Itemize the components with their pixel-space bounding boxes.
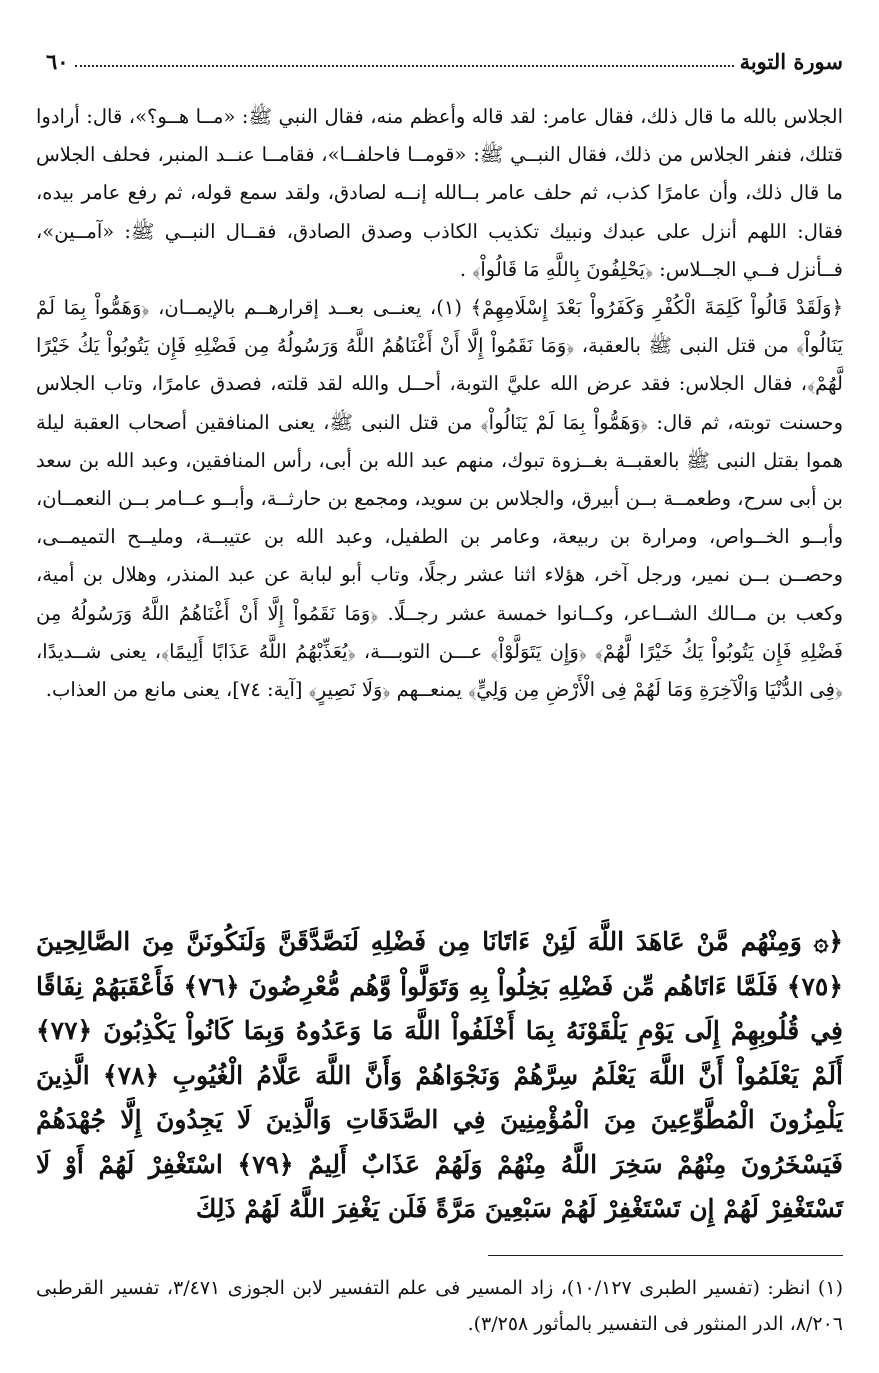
commentary-paragraph: ﴿وَلَقَدْ قَالُواْ كَلِمَةَ الْكُفْرِ وَكَفَرُواْ بَعْدَ إِسْلَامِهِمْ﴾ (١)، يعنــى بعــد إقرارهــم بالإيمــان، ﴿وَهَمُّواْ بِمَا لَمْ يَنَالُواْ﴾ من قتل النبى ﷺ بالعقبة، ﴿وَمَا نَقَمُواْ إِلَّا أَنْ أَغْنَاهُمُ اللَّهُ وَرَسُولُهُ مِن فَضْلِهِ فَإِن يَتُوبُواْ يَكُ خَيْرًا لَّهُمْ﴾، فقال الجلاس: فقد عرض الله عليَّ التوبة، أحــل والله لقد قلته، فصدق عامرًا، وتاب الجلاس وحسنت توبته، ثم قال: ﴿وَهَمُّواْ بِمَا لَمْ يَنَالُواْ﴾ من قتل النبى ﷺ، يعنى المنافقين أصحاب العقبة ليلة هموا بقتل النبى ﷺ بالعقبــة بغــزوة تبوك، منهم عبد الله بن أبى، رأس المنافقين، وعبد الله بن سعد بن أبى سرح، وطعمــة بــن أبيرق، والجلاس بن سويد، ومجمع بن حارثــة، وأبــو عــامر بــن النعمــان، وأبــو الخــواص، ومرارة بن ربيعة، وعامر بن الطفيل، وعبد الله بن عتيبــة، ومليــح التميمــى، وحصــن بــن نمير، ورجل آخر، هؤلاء اثنا عشر رجلًا، وتاب أبو لبابة عن عبد المنذر، وهلال بن أمية، وكعب بن مــالك الشــاعر، وكــانوا خمسة عشر رجــلًا. ﴿وَمَا نَقَمُواْ إِلَّا أَنْ أَغْنَاهُمُ اللَّهُ وَرَسُولُهُ مِن فَضْلِهِ فَإِن يَتُوبُواْ يَكُ خَيْرًا لَّهُمْ﴾ ﴿وَإِن يَتَوَلَّوْاْ﴾ عـــن التوبـــة، ﴿يُعَذِّبْهُمُ اللَّهُ عَذَابًا أَلِيمًا﴾، يعنى شــديدًا، ﴿فِى الدُّنْيَا وَالْآخِرَةِ وَمَا لَهُمْ فِى الْأَرْضِ مِن وَلِيٍّ﴾ يمنعــهم ﴿وَلَا نَصِيرٍ﴾ [آية: ٧٤]، يعنى مانع من العذاب. [36, 296, 843, 702]
page-number: ٦٠ [46, 49, 69, 74]
page-header [36, 40, 843, 74]
quran-verses [36, 920, 843, 1232]
dotted-leader [75, 65, 734, 67]
footnote: (١) انظر: (تفسير الطبرى ١٠/١٢٧)، زاد المسير فى علم التفسير لابن الجوزى ٣/٤٧١، تفسير القرطبى ٨/٢٠٦، الدر المنثور فى التفسير بالمأثور ٣/٢٥٨). [36, 1277, 843, 1335]
quran-verses-text: ﴿۞ وَمِنْهُم مَّنْ عَاهَدَ اللَّهَ لَئِنْ ءَاتَانَا مِن فَضْلِهِ لَنَصَّدَّقَنَّ وَلَنَكُونَنَّ مِنَ الصَّالِحِينَ ﴿٧٥﴾ فَلَمَّا ءَاتَاهُم مِّن فَضْلِهِ بَخِلُواْ بِهِ وَتَوَلَّواْ وَّهُم مُّعْرِضُونَ ﴿٧٦﴾ فَأَعْقَبَهُمْ نِفَاقًا فِي قُلُوبِهِمْ إِلَى يَوْمِ يَلْقَوْنَهُ بِمَا أَخْلَفُواْ اللَّهَ مَا وَعَدُوهُ وَبِمَا كَانُواْ يَكْذِبُونَ ﴿٧٧﴾ أَلَمْ يَعْلَمُواْ أَنَّ اللَّهَ يَعْلَمُ سِرَّهُمْ وَنَجْوَاهُمْ وَأَنَّ اللَّهَ عَلَّامُ الْغُيُوبِ ﴿٧٨﴾ الَّذِينَ يَلْمِزُونَ الْمُطَّوِّعِينَ مِنَ الْمُؤْمِنِينَ فِي الصَّدَقَاتِ وَالَّذِينَ لَا يَجِدُونَ إِلَّا جُهْدَهُمْ فَيَسْخَرُونَ مِنْهُمْ سَخِرَ اللَّهُ مِنْهُمْ وَلَهُمْ عَذَابٌ أَلِيمٌ ﴿٧٩﴾ اسْتَغْفِرْ لَهُمْ أَوْ لَا تَسْتَغْفِرْ لَهُمْ إِن تَسْتَغْفِرْ لَهُمْ سَبْعِينَ مَرَّةً فَلَن يَغْفِرَ اللَّهُ لَهُمْ ذَلِكَ [36, 927, 843, 1223]
book-page [36, 30, 843, 1343]
commentary-text [36, 98, 843, 709]
footnote-divider [488, 1255, 843, 1256]
surah-title: سورة التوبة [739, 49, 843, 74]
footnotes [36, 1270, 843, 1342]
commentary-paragraph: الجلاس بالله ما قال ذلك، فقال عامر: لقد قاله وأعظم منه، فقال النبي ﷺ: «مــا هــو؟»، قال: أرادوا قتلك، فنفر الجلاس من ذلك، فقال النبــي ﷺ: «قومــا فاحلفــا»، فقامــا عنــد المنبر، فحلف الجلاس ما قال ذلك، وأن عامرًا كذب، ثم حلف عامر بــالله إنــه لصادق، ولقد سمع قوله، ثم رفع عامر بيده، فقال: اللهم أنزل على عبدك ونبيك تكذيب الكاذب وصدق الصادق، فقــال النبــي ﷺ: «آمــين»، فــأنزل فــي الجــلاس: ﴿يَحْلِفُونَ بِاللَّهِ مَا قَالُواْ﴾ . [36, 105, 843, 281]
